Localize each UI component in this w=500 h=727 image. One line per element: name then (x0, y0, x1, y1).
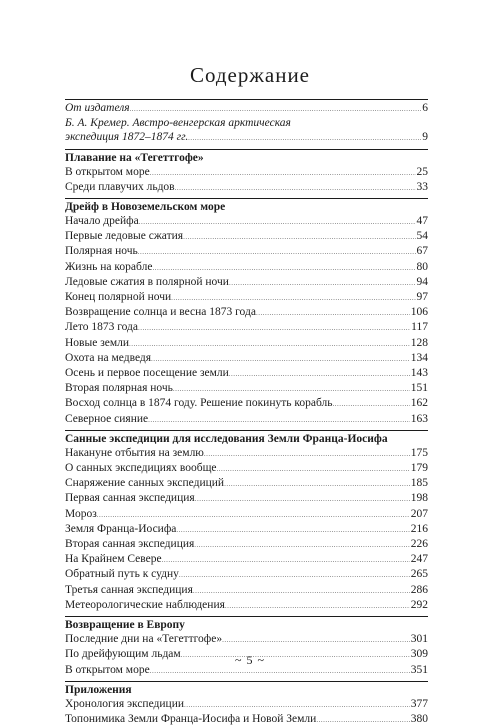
entry-title: Первые ледовые сжатия (65, 230, 184, 243)
entry-page: 97 (416, 291, 428, 304)
entry-page: 143 (410, 367, 428, 380)
toc-entry[interactable] (65, 491, 428, 506)
entry-page: 247 (410, 553, 428, 566)
entry-page: 380 (410, 712, 428, 725)
toc-entry[interactable] (65, 461, 428, 476)
toc-entry[interactable] (65, 351, 428, 366)
toc-entry[interactable] (65, 336, 428, 351)
entry-title: Третья санная экспедиция (65, 583, 193, 596)
entry-title: Последние дни на «Тегеттгофе» (65, 633, 223, 646)
entry-title: Полярная ночь (65, 245, 138, 258)
entry-title: Снаряжение санных экспедиций (65, 477, 225, 490)
entry-page: 33 (416, 180, 428, 193)
entry-page: 292 (410, 598, 428, 611)
section-divider (65, 149, 428, 150)
entry-title: Новые земли (65, 336, 130, 349)
entry-title: Возвращение солнца и весна 1873 года (65, 306, 256, 319)
dot-leader (148, 413, 410, 427)
entry-title: Обратный путь к судну (65, 568, 179, 581)
toc-entry[interactable] (65, 537, 428, 552)
toc-entry[interactable] (65, 412, 428, 427)
toc-entry[interactable] (65, 567, 428, 582)
page-number: ~ 5 ~ (235, 653, 265, 667)
toc-entry[interactable] (65, 632, 428, 647)
toc-entry[interactable] (65, 507, 428, 522)
entry-page: 151 (410, 382, 428, 395)
entry-title: Ледовые сжатия в полярной ночи (65, 275, 229, 288)
entry-page: 94 (416, 275, 428, 288)
entry-page: 163 (410, 412, 428, 425)
toc-entry[interactable] (65, 290, 428, 305)
entry-title: Вторая санная экспедиция (65, 538, 195, 551)
entry-page: 175 (410, 446, 428, 459)
toc-entry[interactable] (65, 180, 428, 195)
dot-leader (184, 698, 410, 712)
entry-page: 185 (410, 477, 428, 490)
toc-entry[interactable] (65, 476, 428, 491)
table-of-contents (65, 99, 428, 727)
section-divider (65, 681, 428, 682)
dot-leader (194, 538, 409, 552)
dot-leader (129, 337, 410, 351)
dot-leader (175, 181, 416, 195)
entry-title: Лето 1873 года (65, 321, 139, 334)
entry-page: 128 (410, 336, 428, 349)
entry-page: 265 (410, 568, 428, 581)
entry-title: От издателя (65, 102, 130, 114)
dot-leader (130, 102, 422, 116)
entry-page: 162 (410, 397, 428, 410)
entry-page: 351 (410, 663, 428, 676)
entry-page: 309 (410, 648, 428, 661)
dot-leader (225, 599, 410, 613)
dot-leader (151, 352, 410, 366)
entry-title: Среди плавучих льдов (65, 180, 175, 193)
dot-leader (229, 276, 416, 290)
dot-leader (150, 166, 416, 180)
toc-entry[interactable] (65, 305, 428, 320)
dot-leader (162, 553, 410, 567)
toc-entry[interactable] (65, 446, 428, 461)
entry-title: Первая санная экспедиция (65, 492, 195, 505)
dot-leader (173, 382, 410, 396)
entry-title: Метеорологические наблюдения (65, 598, 225, 611)
entry-title: Накануне отбытия на землю (65, 446, 204, 459)
entry-title: Восход солнца в 1874 году. Решение покинуть корабль (65, 397, 333, 410)
entry-page: 207 (410, 507, 428, 520)
dot-leader (217, 462, 410, 476)
entry-title: Хронология экспедиции (65, 697, 184, 710)
toc-entry[interactable] (65, 366, 428, 381)
toc-entry-publisher[interactable] (65, 101, 428, 116)
dot-leader (138, 321, 410, 335)
section-divider (65, 430, 428, 431)
dot-leader (256, 306, 410, 320)
entry-title: В открытом море (65, 165, 150, 178)
toc-entry[interactable] (65, 552, 428, 567)
dot-leader (316, 713, 409, 727)
entry-page: 286 (410, 583, 428, 596)
toc-entry[interactable] (65, 244, 428, 259)
entry-page: 47 (416, 215, 428, 228)
entry-title-line-2: экспедиция 1872–1874 гг. (65, 131, 189, 144)
toc-entry[interactable] (65, 712, 428, 727)
toc-entry[interactable] (65, 214, 428, 229)
entry-title: Начало дрейфа (65, 215, 139, 228)
entry-title: Топонимика Земли Франца-Иосифа и Новой Земли (65, 712, 317, 725)
dot-leader (176, 523, 409, 537)
dot-leader (171, 291, 415, 305)
toc-entry[interactable] (65, 522, 428, 537)
entry-title: Конец полярной ночи (65, 291, 172, 304)
entry-title-line-1: Б. А. Кремер. Австро-венгерская арктическая (65, 117, 291, 130)
toc-entry[interactable] (65, 697, 428, 712)
dot-leader (333, 397, 410, 411)
entry-title: По дрейфующим льдам (65, 648, 181, 661)
toc-entry[interactable] (65, 598, 428, 613)
toc-entry[interactable] (65, 396, 428, 411)
dot-leader (224, 477, 410, 491)
entry-page: 179 (410, 462, 428, 475)
dot-leader (204, 447, 410, 461)
entry-page: 67 (416, 245, 428, 258)
entry-page: 301 (410, 633, 428, 646)
section-title[interactable]: Дрейф в Новоземельском море (65, 201, 226, 214)
entry-title: Мороз (65, 507, 97, 520)
section-title[interactable]: Возвращение в Европу (65, 619, 185, 632)
toc-entry[interactable] (65, 165, 428, 180)
dot-leader (138, 245, 416, 259)
section-divider (65, 198, 428, 199)
entry-page: 134 (410, 351, 428, 364)
toc-entry[interactable] (65, 381, 428, 396)
section-title[interactable]: Плавание на «Тегеттгофе» (65, 151, 204, 164)
toc-entry[interactable] (65, 260, 428, 275)
toc-entry[interactable] (65, 583, 428, 598)
entry-page: 25 (416, 165, 428, 178)
entry-title: О санных экспедициях вообще (65, 462, 217, 475)
dot-leader (188, 131, 421, 145)
entry-title: Охота на медведя (65, 351, 152, 364)
entry-page: 117 (411, 321, 428, 334)
dot-leader (222, 633, 410, 647)
section-title[interactable]: Санные экспедиции для исследования Земли Франца-Иосифа (65, 432, 388, 445)
dot-leader (139, 215, 416, 229)
section-title[interactable]: Приложения (65, 683, 132, 696)
entry-page: 226 (410, 538, 428, 551)
dot-leader (97, 508, 410, 522)
dot-leader (195, 492, 410, 506)
dot-leader (183, 230, 415, 244)
toc-entry[interactable] (65, 275, 428, 290)
entry-page: 6 (422, 102, 428, 114)
entry-title: На Крайнем Севере (65, 553, 162, 566)
entry-page: 216 (410, 522, 428, 535)
dot-leader (179, 568, 410, 582)
dot-leader (152, 261, 415, 275)
toc-entry[interactable] (65, 320, 428, 335)
dot-leader (229, 367, 410, 381)
entry-title: Осень и первое посещение земли (65, 367, 229, 380)
entry-title: Земля Франца-Иосифа (65, 522, 177, 535)
divider (65, 99, 428, 100)
entry-title: Жизнь на корабле (65, 260, 153, 273)
page-title: Содержание (189, 63, 311, 87)
entry-page: 80 (416, 260, 428, 273)
toc-sections (65, 149, 428, 727)
entry-page: 106 (410, 306, 428, 319)
entry-title: Северное сияние (65, 412, 149, 425)
entry-title-line-2-row (65, 130, 428, 145)
entry-page: 377 (410, 697, 428, 710)
entry-page: 9 (422, 131, 428, 144)
entry-title: В открытом море (65, 663, 150, 676)
section-divider (65, 616, 428, 617)
entry-title: Вторая полярная ночь (65, 382, 173, 395)
dot-leader (193, 584, 410, 598)
entry-page: 198 (410, 492, 428, 505)
toc-entry-kremer[interactable] (65, 116, 428, 145)
toc-entry[interactable] (65, 229, 428, 244)
entry-page: 54 (416, 230, 428, 243)
